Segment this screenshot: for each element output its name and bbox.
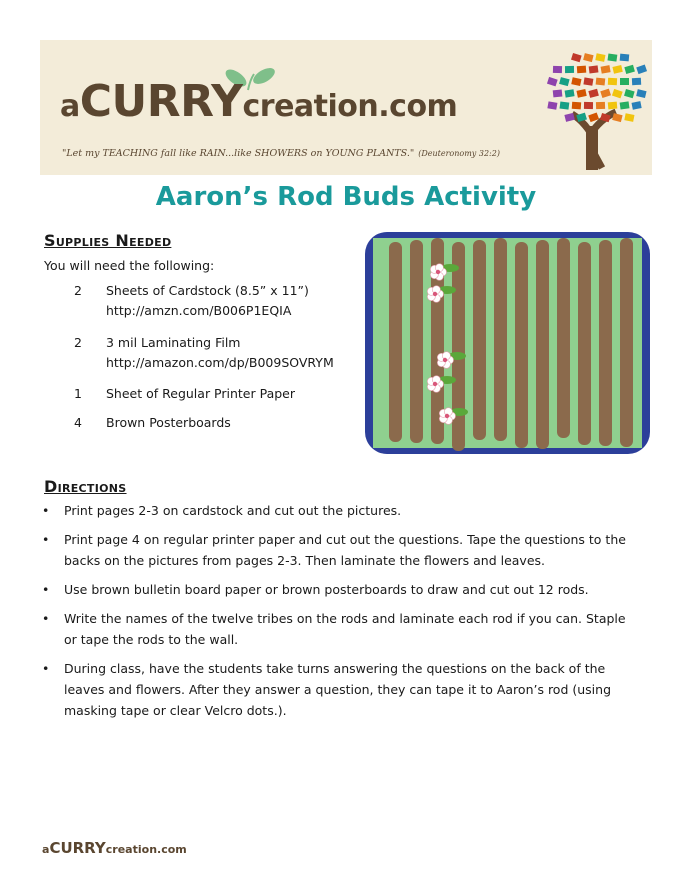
supply-label: Brown Posterboards	[106, 415, 231, 430]
direction-item: • Write the names of the twelve tribes on the rods and laminate each rod if you can. Staple or tape the rods to the wall.	[40, 608, 640, 650]
tagline-reference: (Deuteronomy 32:2)	[418, 149, 500, 158]
tagline	[62, 148, 500, 159]
supply-label: Sheets of Cardstock (8.5” x 11”)	[106, 283, 309, 298]
supply-link[interactable]: http://amzn.com/B006P1EQIA	[106, 303, 292, 318]
book-shape	[612, 65, 622, 74]
logo-part: CURRY	[49, 839, 106, 857]
book-shape	[620, 78, 629, 85]
rod-shape	[494, 238, 507, 441]
book-shape	[624, 65, 635, 74]
book-shape	[589, 65, 599, 73]
book-shape	[608, 78, 617, 85]
supply-label: Sheet of Regular Printer Paper	[106, 386, 296, 401]
directions-heading: Directions	[44, 477, 127, 496]
tagline-quote: "Let my TEACHING fall like RAIN...like SHOWERS on YOUNG PLANTS."	[62, 148, 415, 159]
book-shape	[577, 66, 586, 74]
logo-part: CURRY	[79, 76, 243, 127]
book-shape	[595, 53, 605, 62]
supply-label: 3 mil Laminating Film	[106, 335, 241, 350]
book-shape	[624, 113, 634, 122]
book-shape	[583, 53, 593, 62]
book-shape	[553, 89, 563, 97]
page-title: Aaron’s Rod Buds Activity	[155, 182, 537, 212]
book-shape	[576, 89, 586, 98]
book-shape	[553, 66, 562, 73]
rod-shape	[557, 238, 570, 438]
header-banner	[40, 40, 652, 175]
rod-shape	[536, 240, 549, 449]
rod-shape	[452, 242, 465, 451]
supply-link[interactable]: http://amazon.com/dp/B009SOVRYM	[106, 355, 334, 370]
rod-shape	[599, 240, 612, 446]
rod-shape	[578, 242, 591, 445]
book-shape	[624, 89, 635, 98]
book-shape	[547, 77, 558, 86]
book-shape	[560, 102, 570, 110]
book-shape	[583, 77, 593, 85]
directions-list	[40, 500, 640, 729]
book-shape	[572, 102, 581, 110]
rod-shape	[410, 240, 423, 443]
rod-shape	[620, 238, 633, 447]
rod-shape	[515, 242, 528, 448]
book-shape	[547, 101, 557, 109]
book-shape	[596, 102, 605, 109]
direction-item: • Use brown bulletin board paper or brown posterboards to draw and cut out 12 rods.	[40, 579, 640, 600]
book-shape	[564, 113, 574, 122]
rod-shape	[473, 240, 486, 440]
book-shape	[612, 113, 622, 122]
direction-item: • During class, have the students take turns answering the questions on the back of the leaves and flowers. After they answer a question, they can tape it to Aaron’s rod (using masking tape or clear Velcro dots.).	[40, 658, 640, 721]
book-shape	[600, 89, 611, 98]
book-shape	[636, 65, 647, 75]
supply-quantity: 1	[74, 386, 82, 401]
supply-item	[74, 413, 231, 433]
book-shape	[601, 65, 611, 73]
book-shape	[596, 78, 606, 86]
logo-part: creation.com	[242, 89, 458, 124]
supply-quantity: 4	[74, 415, 82, 430]
footer-logo	[42, 838, 187, 857]
rod-shape	[389, 242, 402, 442]
book-shape	[571, 77, 581, 86]
book-shape	[620, 101, 630, 109]
book-shape	[565, 89, 575, 97]
supply-quantity: 2	[74, 335, 82, 350]
book-shape	[584, 102, 593, 109]
site-logo	[60, 76, 457, 127]
book-shape	[620, 54, 630, 62]
book-shape	[636, 89, 646, 98]
bulletin-board-photo	[365, 232, 650, 454]
direction-item: • Print page 4 on regular printer paper and cut out the questions. Tape the questions to the backs on the pictures from pages 2-3. Then laminate the flowers and leaves.	[40, 529, 640, 571]
supply-item	[74, 384, 295, 404]
book-shape	[612, 89, 623, 99]
direction-item: • Print pages 2-3 on cardstock and cut out the pictures.	[40, 500, 640, 521]
logo-part: creation.com	[105, 843, 187, 856]
supply-item	[74, 281, 309, 321]
supply-quantity: 2	[74, 283, 82, 298]
supplies-intro: You will need the following:	[44, 258, 215, 273]
book-shape	[588, 89, 599, 98]
book-shape	[607, 53, 617, 61]
book-shape	[571, 53, 582, 62]
logo-part: a	[42, 843, 50, 856]
book-shape	[559, 77, 570, 86]
supply-item	[74, 333, 334, 373]
supplies-heading: Supplies Needed	[44, 231, 172, 250]
book-shape	[632, 78, 641, 85]
logo-part: a	[60, 89, 80, 124]
book-tree-icon	[542, 46, 650, 171]
book-shape	[632, 101, 642, 110]
book-shape	[565, 66, 574, 73]
book-shape	[608, 102, 618, 110]
